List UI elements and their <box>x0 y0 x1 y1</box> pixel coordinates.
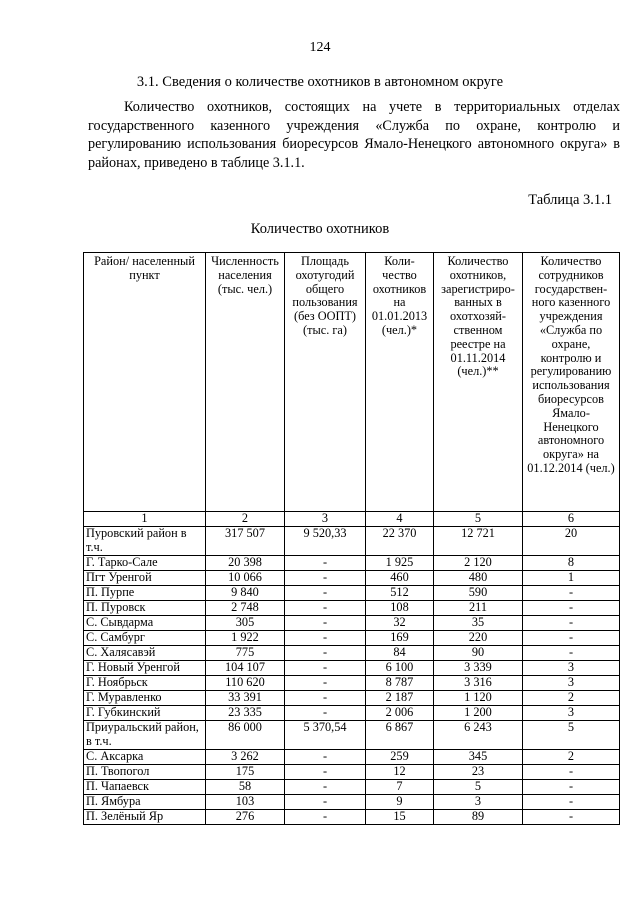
settlement-name-cell: Приуральский район, в т.ч. <box>84 720 206 749</box>
staff-count-cell: - <box>523 764 620 779</box>
table-row <box>84 720 620 749</box>
hunters-2013-cell: 460 <box>366 570 434 585</box>
hunting-area-cell: - <box>285 615 366 630</box>
population-cell: 104 107 <box>206 660 285 675</box>
population-cell: 775 <box>206 645 285 660</box>
hunting-area-cell: - <box>285 585 366 600</box>
hunting-area-cell: - <box>285 794 366 809</box>
population-cell: 103 <box>206 794 285 809</box>
column-header: Количество охотников, зарегистриро- ванных в охотхозяй- ственном реестре на 01.11.2014 (чел.)** <box>434 253 523 512</box>
settlement-name-cell: Г. Ноябрьск <box>84 675 206 690</box>
table-row <box>84 690 620 705</box>
table-row <box>84 809 620 824</box>
table-row <box>84 705 620 720</box>
population-cell: 2 748 <box>206 600 285 615</box>
table-label: Таблица 3.1.1 <box>528 192 612 208</box>
hunters-2013-cell: 1 925 <box>366 555 434 570</box>
hunters-registered-2014-cell: 1 120 <box>434 690 523 705</box>
staff-count-cell: - <box>523 615 620 630</box>
population-cell: 3 262 <box>206 749 285 764</box>
table-row <box>84 630 620 645</box>
hunters-registered-2014-cell: 89 <box>434 809 523 824</box>
column-number: 4 <box>366 512 434 527</box>
hunting-area-cell: - <box>285 600 366 615</box>
staff-count-cell: - <box>523 585 620 600</box>
hunting-area-cell: - <box>285 660 366 675</box>
hunting-area-cell: - <box>285 675 366 690</box>
staff-count-cell: 20 <box>523 526 620 555</box>
table-row <box>84 675 620 690</box>
settlement-name-cell: Пгт Уренгой <box>84 570 206 585</box>
settlement-name-cell: П. Чапаевск <box>84 779 206 794</box>
population-cell: 317 507 <box>206 526 285 555</box>
hunters-2013-cell: 22 370 <box>366 526 434 555</box>
settlement-name-cell: П. Пурпе <box>84 585 206 600</box>
settlement-name-cell: Г. Губкинский <box>84 705 206 720</box>
table-row <box>84 749 620 764</box>
hunters-2013-cell: 9 <box>366 794 434 809</box>
hunting-area-cell: - <box>285 705 366 720</box>
hunters-registered-2014-cell: 23 <box>434 764 523 779</box>
hunters-2013-cell: 108 <box>366 600 434 615</box>
hunters-2013-cell: 8 787 <box>366 675 434 690</box>
staff-count-cell: 3 <box>523 675 620 690</box>
settlement-name-cell: П. Твопогол <box>84 764 206 779</box>
hunters-2013-cell: 15 <box>366 809 434 824</box>
column-number-row <box>84 512 620 527</box>
staff-count-cell: 3 <box>523 660 620 675</box>
staff-count-cell: 1 <box>523 570 620 585</box>
column-number: 1 <box>84 512 206 527</box>
hunters-registered-2014-cell: 12 721 <box>434 526 523 555</box>
table-row <box>84 645 620 660</box>
table-row <box>84 600 620 615</box>
staff-count-cell: 2 <box>523 690 620 705</box>
settlement-name-cell: П. Пуровск <box>84 600 206 615</box>
population-cell: 110 620 <box>206 675 285 690</box>
hunters-registered-2014-cell: 90 <box>434 645 523 660</box>
hunters-registered-2014-cell: 211 <box>434 600 523 615</box>
staff-count-cell: - <box>523 600 620 615</box>
population-cell: 10 066 <box>206 570 285 585</box>
population-cell: 305 <box>206 615 285 630</box>
staff-count-cell: 8 <box>523 555 620 570</box>
table-row <box>84 764 620 779</box>
hunting-area-cell: - <box>285 779 366 794</box>
hunters-registered-2014-cell: 1 200 <box>434 705 523 720</box>
column-header: Количество сотрудников государствен- ного казенного учреждения «Служба по охране, контролю и регулированию использования биоресурсов Ямало- Ненецкого автономного округа» на 01.12.2014 (чел.) <box>523 253 620 512</box>
hunting-area-cell: - <box>285 570 366 585</box>
settlement-name-cell: Г. Тарко-Сале <box>84 555 206 570</box>
section-heading: 3.1. Сведения о количестве охотников в автономном округе <box>136 74 504 90</box>
hunters-2013-cell: 2 187 <box>366 690 434 705</box>
hunters-registered-2014-cell: 5 <box>434 779 523 794</box>
population-cell: 1 922 <box>206 630 285 645</box>
staff-count-cell: - <box>523 645 620 660</box>
table-row <box>84 555 620 570</box>
hunting-area-cell: - <box>285 630 366 645</box>
settlement-name-cell: Г. Муравленко <box>84 690 206 705</box>
hunters-registered-2014-cell: 590 <box>434 585 523 600</box>
staff-count-cell: - <box>523 779 620 794</box>
hunting-area-cell: - <box>285 749 366 764</box>
intro-paragraph: Количество охотников, состоящих на учете в территориальных отделах государственного казенного учреждения «Служба по охране, контролю и регулированию использования биоресурсов Ямало-Ненецкого автономного округа» в районах, приведено в таблице 3.1.1. <box>88 99 620 171</box>
hunting-area-cell: 9 520,33 <box>285 526 366 555</box>
hunters-registered-2014-cell: 345 <box>434 749 523 764</box>
column-number: 3 <box>285 512 366 527</box>
hunting-area-cell: - <box>285 809 366 824</box>
staff-count-cell: - <box>523 794 620 809</box>
population-cell: 86 000 <box>206 720 285 749</box>
population-cell: 23 335 <box>206 705 285 720</box>
settlement-name-cell: С. Сывдарма <box>84 615 206 630</box>
table-row <box>84 570 620 585</box>
page-number: 124 <box>309 40 331 55</box>
hunters-2013-cell: 32 <box>366 615 434 630</box>
settlement-name-cell: С. Аксарка <box>84 749 206 764</box>
table-header-row <box>84 253 620 512</box>
settlement-name-cell: С. Халясавэй <box>84 645 206 660</box>
hunting-area-cell: - <box>285 690 366 705</box>
hunters-registered-2014-cell: 480 <box>434 570 523 585</box>
hunters-2013-cell: 6 100 <box>366 660 434 675</box>
settlement-name-cell: С. Самбург <box>84 630 206 645</box>
settlement-name-cell: Г. Новый Уренгой <box>84 660 206 675</box>
table-row <box>84 794 620 809</box>
hunters-registered-2014-cell: 6 243 <box>434 720 523 749</box>
hunters-2013-cell: 169 <box>366 630 434 645</box>
table-row <box>84 779 620 794</box>
table-row <box>84 585 620 600</box>
population-cell: 9 840 <box>206 585 285 600</box>
staff-count-cell: 5 <box>523 720 620 749</box>
hunters-registered-2014-cell: 3 339 <box>434 660 523 675</box>
table-row <box>84 615 620 630</box>
hunting-area-cell: - <box>285 645 366 660</box>
hunters-2013-cell: 259 <box>366 749 434 764</box>
column-number: 6 <box>523 512 620 527</box>
settlement-name-cell: П. Зелёный Яр <box>84 809 206 824</box>
hunters-table <box>83 252 620 825</box>
table-row <box>84 526 620 555</box>
staff-count-cell: 2 <box>523 749 620 764</box>
hunting-area-cell: - <box>285 764 366 779</box>
hunters-registered-2014-cell: 3 <box>434 794 523 809</box>
hunters-registered-2014-cell: 2 120 <box>434 555 523 570</box>
hunters-2013-cell: 7 <box>366 779 434 794</box>
hunters-2013-cell: 84 <box>366 645 434 660</box>
population-cell: 58 <box>206 779 285 794</box>
hunters-2013-cell: 12 <box>366 764 434 779</box>
staff-count-cell: - <box>523 630 620 645</box>
settlement-name-cell: П. Ямбура <box>84 794 206 809</box>
population-cell: 33 391 <box>206 690 285 705</box>
hunters-registered-2014-cell: 3 316 <box>434 675 523 690</box>
column-header: Коли- чество охотников на 01.01.2013 (чел.)* <box>366 253 434 512</box>
column-header: Площадь охотугодий общего пользования (без ООПТ) (тыс. га) <box>285 253 366 512</box>
staff-count-cell: - <box>523 809 620 824</box>
settlement-name-cell: Пуровский район в т.ч. <box>84 526 206 555</box>
table-row <box>84 660 620 675</box>
column-header: Район/ населенный пункт <box>84 253 206 512</box>
hunters-registered-2014-cell: 220 <box>434 630 523 645</box>
hunters-registered-2014-cell: 35 <box>434 615 523 630</box>
hunting-area-cell: 5 370,54 <box>285 720 366 749</box>
staff-count-cell: 3 <box>523 705 620 720</box>
column-number: 2 <box>206 512 285 527</box>
hunters-2013-cell: 2 006 <box>366 705 434 720</box>
population-cell: 175 <box>206 764 285 779</box>
population-cell: 276 <box>206 809 285 824</box>
hunters-2013-cell: 6 867 <box>366 720 434 749</box>
population-cell: 20 398 <box>206 555 285 570</box>
hunters-2013-cell: 512 <box>366 585 434 600</box>
table-title: Количество охотников <box>250 221 390 237</box>
column-header: Численность населения (тыс. чел.) <box>206 253 285 512</box>
column-number: 5 <box>434 512 523 527</box>
hunting-area-cell: - <box>285 555 366 570</box>
